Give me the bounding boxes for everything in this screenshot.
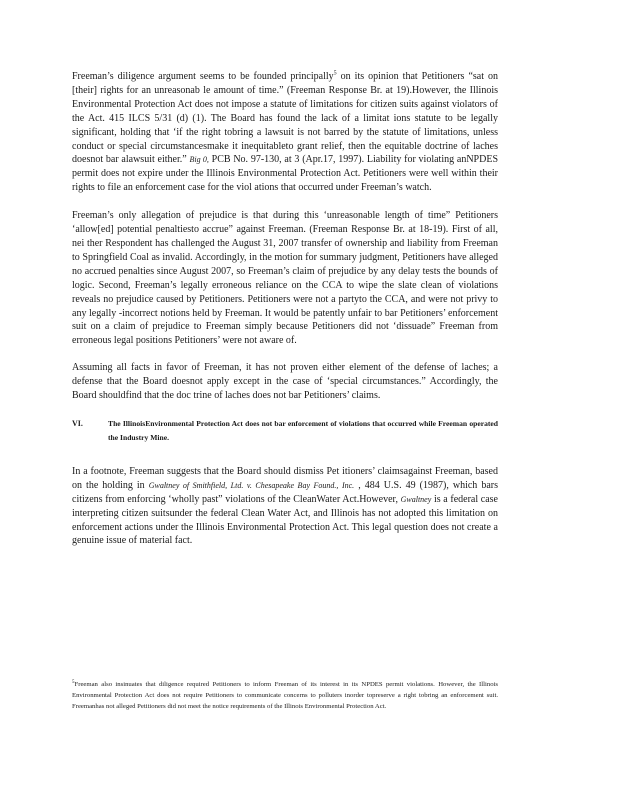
footnote-reference: 5 <box>333 70 337 77</box>
case-citation: Gwaltney <box>400 494 432 504</box>
case-citation: Gwaltney of Smithfield, Ltd. v. Chesapeake Bay Found., Inc. <box>148 480 355 490</box>
paragraph-diligence <box>72 70 498 195</box>
section-title: The IllinoisEnvironmental Protection Act does not bar enforcement of violations that occurred while Freeman operated the Industry Mine. <box>108 418 498 442</box>
document-body <box>72 70 498 562</box>
paragraph-gwaltney <box>72 465 498 548</box>
paragraph-text: , 484 U.S. 49 (1987), which bars citizens from enforcing ‘wholly past” violations of the CleanWater Act.However, <box>72 479 499 505</box>
paragraph-text: In a footnote, Freeman suggests that the Board should dismiss Pet itioners’ claimsagainst Freeman, based on the holding in <box>72 465 498 491</box>
paragraph-text: is a federal case interpreting citizen suitsunder the federal Clean Water Act, and Illinois has not adopted this limitation on enforcement actions under the Illinois Environmental Protection Act. This legal question does not create a genuine issue of material fact. <box>72 493 499 547</box>
paragraph-text: Freeman’s diligence argument seems to be founded principally <box>72 71 334 82</box>
paragraph-text: PCB No. 97-130, at 3 (Apr.17, 1997). Liability for violating anNPDES permit does not expire under the Illinois Environmental Protection Act. Petitioners were well within their rights to file an enforcement case for the viol ations that occurred under Freeman’s watch. <box>72 154 499 194</box>
paragraph-prejudice: Freeman’s only allegation of prejudice is that during this ‘unreasonable length of time” Petitioners ‘allow[ed] potential penaltiesto accrue” against Freeman. (Freeman Response Br. at 18-19). First of all, nei ther Respondent has challenged the August 31, 2007 transfer of ownership and liability from Freeman to Springfield Coal as invalid. Accordingly, in the motion for summary judgment, Petitioners have alleged no accrued penalties since August 2007, so Freeman’s claim of prejudice by any delay tests the bounds of logic. Second, Freeman’s legally erroneous reliance on the CCA to wipe the slate clean of violations reveals no prejudice caused by Petitioners. Petitioners were not a partyto the CCA, and were not privy to any legally -incorrect notions held by Freeman. It would be patently unfair to bar Petitioners’ enforcement suit on a claim of prejudice to Freeman simply because Petitioners did not ‘dissuade” Freeman from erroneous legal positions Petitioners’ were not aware of. <box>72 210 498 347</box>
case-citation: Big 0, <box>189 155 209 165</box>
section-heading <box>72 417 498 445</box>
paragraph-laches-conclusion: Assuming all facts in favor of Freeman, it has not proven either element of the defense of laches; a defense that the Board doesnot apply except in the case of ‘special circumstances.” Accordingly, the Board shouldfind that the doc trine of laches does not bar Petitioners’ claims. <box>72 362 498 402</box>
section-number: VI. <box>72 418 83 428</box>
paragraph-text: on its opinion that Petitioners “sat on [their] rights for an unreasonab le amount of time.” (Freeman Response Br. at 19).However, the Illinois Environmental Protection Act does not impose a statute of limitations for citizen suits against violators of the Act. 415 ILCS 5/31 (d) (1). The Board has found the lack of a limitat ions statute to be legally significant, holding that ‘if the right tobring a lawsuit is not barred by the statute of limitations, unless conduct or special circumstancesmake it inequitableto grant relief, then the equitable doctrine of laches doesnot bar alawsuit either.” <box>72 71 498 166</box>
footnote-text: Freeman also insinuates that diligence required Petitioners to inform Freeman of its interest in its NPDES permit violations. However, the Illinois Environmental Protection Act does not require Petitioners to communicate concerns to polluters inorder topreserve a right tobring an enforcement suit. Freemanhas not alleged Petitioners did not meet the notice requirements of the Illinois Environmental Protection Act. <box>72 681 498 711</box>
footnote <box>72 679 498 713</box>
footnote-mark: 5 <box>72 679 75 685</box>
